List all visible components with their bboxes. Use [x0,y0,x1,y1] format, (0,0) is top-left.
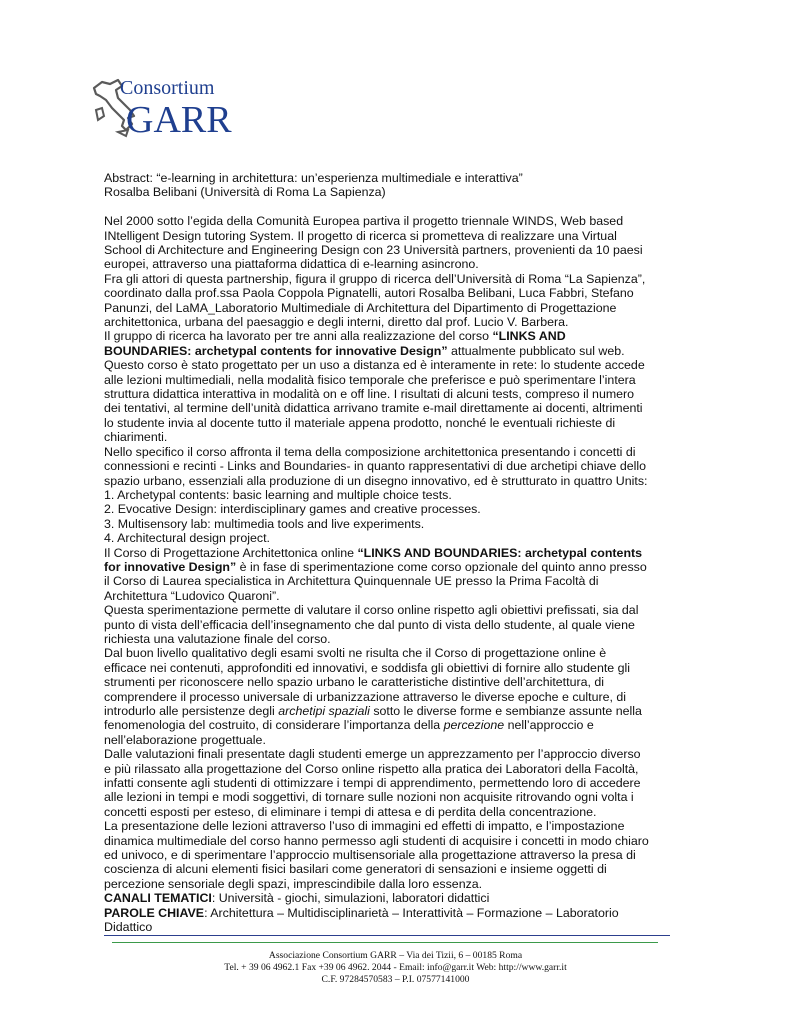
paragraph-8 [104,646,649,747]
paragraph-7: Questa sperimentazione permette di valutare il corso online rispetto agli obiettivi prefissati, sia dal punto di vista dell’efficacia dell’insegnamento che dal punto di vista dello studente, al quale viene richiesta una valutazione finale del corso. [104,603,639,646]
footer-contacts: Tel. + 39 06 4962.1 Fax +39 06 4962. 2044 - Email: info@garr.it Web: http://www.garr.it [224,962,567,973]
paragraph-6-tail: è in fase di sperimentazione come corso opzionale del quinto anno presso il Corso di Laurea specialistica in Architettura Quinquennale UE presso la Prima Facoltà di Architettura “Ludovico Quaroni”. [104,559,647,603]
consortium-garr-logo [88,70,258,140]
footer-divider-green [112,942,658,943]
unit-item-2: 2. Evocative Design: interdisciplinary games and creative processes. [104,502,481,517]
footer-address: Associazione Consortium GARR – Via dei Tizii, 6 – 00185 Roma [268,950,523,961]
paragraph-9: Dalle valutazioni finali presentate dagli studenti emerge un apprezzamento per l’approccio diverso e più rilassato alla progettazione del Corso online rispetto alla pratica dei Laboratori della Facoltà, infatti consente agli studenti di ottimizzare i tempi di apprendimento, permettendo loro di accedere alle lezioni in tempi e modi soggettivi, di tornare sulle nozioni non acquisite ritrovando ogni volta i concetti esposti per esteso, di eliminare i tempi di attesa e di perdita della concentrazione. [104,747,641,819]
paragraph-3-tail: attualmente pubblicato sul web. [447,343,625,358]
paragraph-8-tail: nell’approccio e nell’elaborazione progettuale. [104,718,594,747]
parole-value: : Architettura – Multidisciplinarietà – Interattività – Formazione – Laboratorio Didattico [104,905,619,935]
canali-label: CANALI TEMATICI [104,891,212,906]
unit-item-4: 4. Architectural design project. [104,531,270,546]
italic-term: percezione [443,718,505,733]
footer-divider-blue [104,935,670,936]
unit-item-3: 3. Multisensory lab: multimedia tools and live experiments. [104,516,425,531]
document-body [104,171,649,935]
abstract-title: Abstract: “e-learning in architettura: un’esperienza multimediale e interattiva” [104,171,523,185]
parole-chiave [104,906,649,935]
logo-line2: GARR [126,99,232,140]
course-title-bold: “LINKS AND BOUNDARIES: archetypal contents for innovative Design” [104,545,643,574]
paragraph-2: Fra gli attori di questa partnership, figura il gruppo di ricerca dell’Università di Roma “La Sapienza”, coordinato dalla prof.ssa Paola Coppola Pignatelli, autori Rosalba Belibani, Luca Fabbri, Stefano Panunzi, del LaMA_Laboratorio Multimediale di Architettura del Dipartimento di Progettazione architettonica, urbana del paesaggio e degli interni, diretto dal prof. Lucio V. Barbera. [104,271,646,330]
paragraph-3-text: Il gruppo di ricerca ha lavorato per tre anni alla realizzazione del corso [104,329,493,344]
author-line: Rosalba Belibani (Università di Roma La Sapienza) [104,185,386,200]
footer-tax-ids: C.F. 97284570583 – P.I. 07577141000 [321,974,470,985]
unit-item-1: 1. Archetypal contents: basic learning and multiple choice tests. [104,487,452,502]
footer [0,950,791,986]
paragraph-1: Nel 2000 sotto l’egida della Comunità Europea partiva il progetto triennale WINDS, Web based INtelligent Design tutoring System. Il progetto di ricerca si prometteva di realizzare una Virtual School di Architecture and Engineering Design con 23 Università partners, provenienti da 10 paesi europei, attraverso una piattaforma didattica di e-learning asincrono. [104,214,643,272]
italy-map-icon [88,70,258,140]
paragraph-6-text: Il Corso di Progettazione Architettonica online [104,545,358,560]
logo-line1: Consortium [120,77,215,99]
paragraph-6 [104,546,649,604]
course-title-bold: “LINKS AND BOUNDARIES: archetypal contents for innovative Design” [104,329,566,358]
paragraph-8-middle: sotto le diverse forme e sembianze assunte nella fenomenologia del costruito, di considerare l’importanza della [104,704,642,733]
canali-value: : Università - giochi, simulazioni, laboratori didattici [211,891,490,906]
paragraph-4: Questo corso è stato progettato per un uso a distanza ed è interamente in rete: lo studente accede alle lezioni multimediali, nella modalità fisico temporale che preferisce e può sperimentare l’intera struttura didattica interattiva in modalità on e off line. I risultati di alcuni tests, compreso il numero dei tentativi, al termine dell’unità didattica arrivano tramite e-mail direttamente ai docenti, altrimenti lo studente invia al docente tutto il materiale appena prodotto, nonché le eventuali richieste di chiarimenti. [104,358,645,445]
paragraph-5: Nello specifico il corso affronta il tema della composizione architettonica presentando i concetti di connessioni e recinti - Links and Boundaries- in quanto rappresentativi di due archetipi chiave dello spazio urbano, essenziali alla produzione di un disegno innovativo, ed è strutturato in quattro Units: [104,444,648,488]
paragraph-8-text: Dal buon livello qualitativo degli esami svolti ne risulta che il Corso di progettazione online è efficace nei contenuti, approfonditi ed innovativi, e soddisfa gli obiettivi di fornire allo studente gli strumenti per riconoscere nello spazio urbano le caratteristiche distintive dell’architettura, di comprendere il processo universale di urbanizzazione attraverso le diverse epoche e culture, di introdurlo alle persistenze degli [104,646,631,719]
paragraph-10: La presentazione delle lezioni attraverso l’uso di immagini ed effetti di impatto, e l’impostazione dinamica multimediale del corso hanno permesso agli studenti di acquisire i concetti in modo chiaro ed univoco, e di sperimentare l’approccio multisensoriale alla progettazione attraverso la presa di coscienza di alcuni elementi fisici basilari come generatori di sensazioni e insieme oggetti di percezione sensoriale degli spazi, imprescindibile dalla loro essenza. [104,819,649,891]
paragraph-3 [104,329,649,358]
parole-label: PAROLE CHIAVE [104,905,205,920]
canali-tematici [104,891,649,905]
italic-term: archetipi spaziali [278,704,370,719]
